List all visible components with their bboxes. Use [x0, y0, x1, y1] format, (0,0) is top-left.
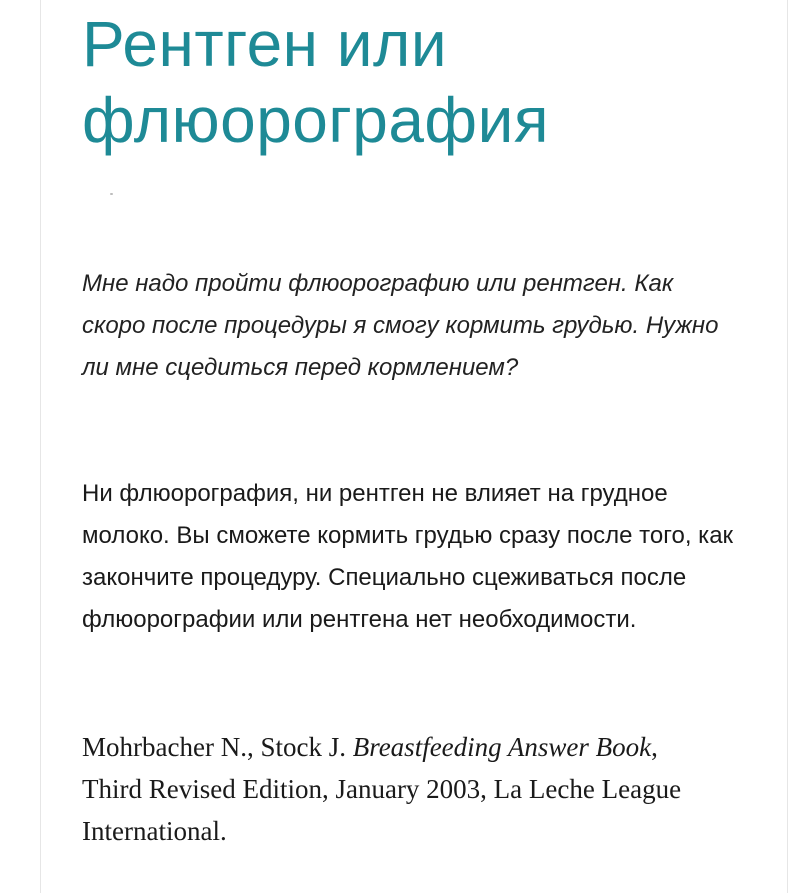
question-text: Мне надо пройти флюорографию или рентген. Как скоро после процедуры я смогу кормить грудью. Нужно ли мне сцедиться перед кормлением?	[82, 270, 719, 381]
reference-authors: Mohrbacher N., Stock J.	[82, 732, 353, 762]
separator-mark	[110, 193, 113, 195]
reference-details: , Third Revised Edition, January 2003, La Leche League International.	[82, 732, 682, 846]
reference-book-title: Breastfeeding Answer Book	[352, 732, 652, 762]
article-title: Рентген или флюорография	[82, 8, 549, 156]
answer-text: Ни флюорография, ни рентген не влияет на грудное молоко. Вы сможете кормить грудью сразу после того, как закончите процедуру. Специально сцеживаться после флюорографии или рентгена нет необходимости.	[82, 480, 734, 633]
article-content	[82, 0, 742, 846]
reference-citation	[82, 726, 722, 852]
